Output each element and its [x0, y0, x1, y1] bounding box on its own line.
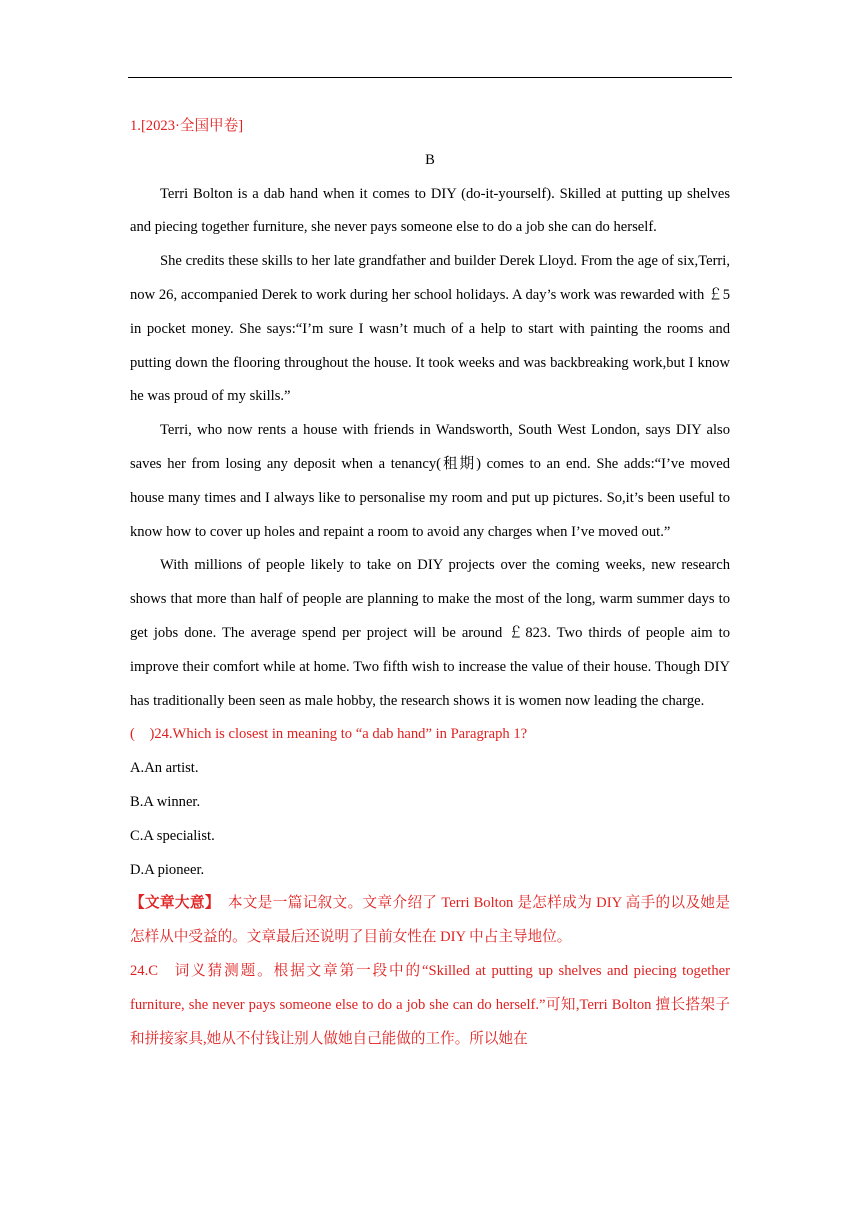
option-d: D.A pioneer.	[130, 861, 205, 878]
passage-paragraph-4: With millions of people likely to take on DIY projects over the coming weeks, new research shows that more than half of people are planning to make the most of the long, warm summer days to get jobs done. The average spend per project will be around ￡823. Two thirds of people aim to improve their comfort while at home. Two fifth wish to increase the value of their house. Though DIY has traditionally been seen as male hobby, the research shows it is women now leading the charge.	[130, 557, 730, 709]
document-body	[130, 110, 730, 1056]
answer-text: 词义猜测题。根据文章第一段中的“Skilled at putting up shelves and piecing together furniture, she never pays someone else to do a job she can do herself.”可知,Terri Bolton 擅长搭架子和拼接家具,她从不付钱让别人做她自己能做的工作。所以她在	[130, 962, 730, 1047]
option-c: C.A specialist.	[130, 827, 215, 844]
question-prompt: ( )24.Which is closest in meaning to “a dab hand” in Paragraph 1?	[130, 726, 528, 743]
section-letter: B	[425, 151, 435, 168]
option-b: B.A winner.	[130, 793, 201, 810]
source-label: 1.[2023·全国甲卷]	[130, 118, 244, 134]
summary-block	[130, 887, 730, 955]
answer-explanation	[130, 955, 730, 1056]
summary-label: 【文章大意】	[130, 895, 220, 912]
passage-paragraph-2: She credits these skills to her late grandfather and builder Derek Lloyd. From the age of six,Terri, now 26, accompanied Derek to work during her school holidays. A day’s work was rewarded with ￡5 in pocket money. She says:“I’m sure I wasn’t much of a help to start with painting the rooms and putting down the flooring throughout the house. It took weeks and was backbreaking work,but I know he was proud of my skills.”	[130, 253, 730, 405]
header-rule	[128, 77, 732, 78]
passage-paragraph-1: Terri Bolton is a dab hand when it comes to DIY (do-it-yourself). Skilled at putting up shelves and piecing together furniture, she never pays someone else to do a job she can do herself.	[130, 185, 730, 236]
passage-paragraph-3: Terri, who now rents a house with friends in Wandsworth, South West London, says DIY also saves her from losing any deposit when a tenancy(租期) comes to an end. She adds:“I’ve moved house many times and I always like to personalise my room and put up pictures. So,it’s been useful to know how to cover up holes and repaint a room to avoid any charges when I’ve moved out.”	[130, 422, 730, 540]
option-a: A.An artist.	[130, 760, 199, 777]
summary-text: 本文是一篇记叙文。文章介绍了 Terri Bolton 是怎样成为 DIY 高手的以及她是怎样从中受益的。文章最后还说明了目前女性在 DIY 中占主导地位。	[130, 895, 730, 946]
answer-label: 24.C	[130, 962, 158, 979]
